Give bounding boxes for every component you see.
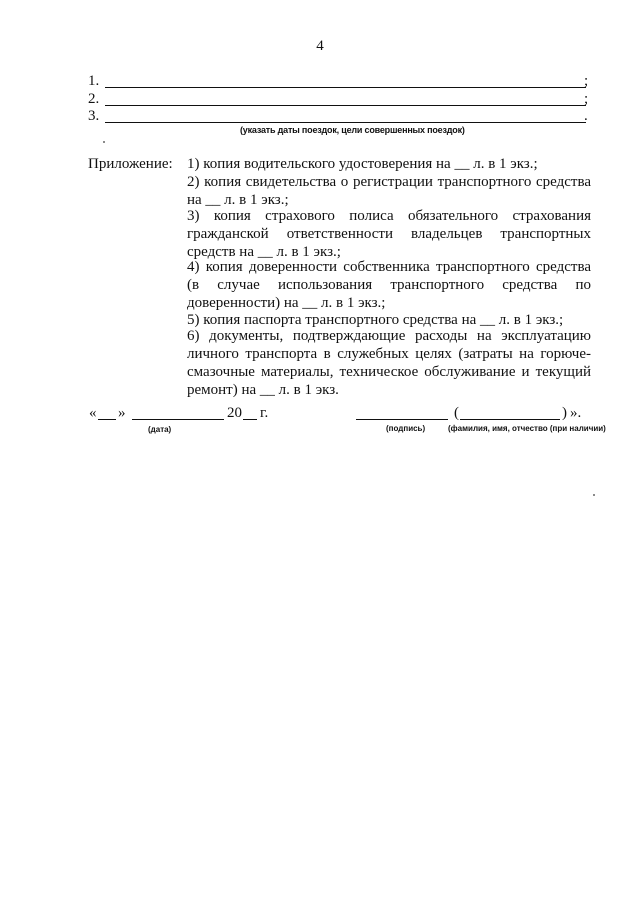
attachment-item-6: [187, 327, 591, 399]
attachment-line: 1) копия водительского удостоверения на __ л. в 1 экз.;: [187, 156, 538, 172]
attachments-label: Приложение:: [88, 156, 173, 172]
attachment-item-3: [187, 207, 591, 261]
date-caption: (дата): [148, 425, 172, 434]
year-suffix: г.: [260, 405, 269, 421]
attachment-line: средств на __ л. в 1 экз.;: [187, 244, 341, 260]
trips-note-caption: (указать даты поездок, цели совершенных поездок): [240, 125, 465, 135]
date-month-blank: [132, 419, 224, 420]
attachment-line: 5) копия паспорта транспортного средства на __ л. в 1 экз.;: [187, 312, 564, 328]
name-paren-close: ): [562, 405, 567, 421]
attachment-line: 4) копия доверенности собственника транспортного средства: [187, 259, 591, 275]
year-blank: [243, 419, 257, 420]
date-day-blank: [98, 419, 116, 420]
trip-line-1: [88, 73, 600, 90]
trip-number: 1.: [88, 73, 100, 89]
scan-speck: [103, 141, 105, 143]
trip-number: 2.: [88, 91, 100, 107]
signature-caption: (подпись): [386, 424, 426, 433]
attachment-item-2: [187, 173, 591, 209]
attachment-line: (в случае использования транспортного средства по: [187, 277, 591, 293]
attachment-line: 2) копия свидетельства о регистрации транспортного средства: [187, 174, 591, 190]
attachment-item-4: [187, 258, 591, 312]
signature-end-mark: ».: [570, 405, 582, 421]
trip-end-mark: ;: [584, 73, 589, 89]
name-caption: (фамилия, имя, отчество (при наличии): [448, 424, 606, 433]
year-prefix: 20: [227, 405, 242, 421]
trip-line-3: [88, 108, 600, 125]
signature-row: [88, 404, 600, 424]
date-open-quote: «: [89, 405, 97, 421]
attachment-line: ремонт) на __ л. в 1 экз.: [187, 382, 339, 398]
attachment-line: гражданской ответственности владельцев транспортных: [187, 226, 591, 242]
page-number: 4: [316, 38, 324, 54]
attachment-item-1: [187, 155, 591, 173]
scan-speck: [593, 494, 595, 496]
trip-end-mark: .: [584, 108, 588, 124]
attachment-line: личного транспорта в служебных целях (затраты на горюче-: [187, 346, 591, 362]
name-paren-open: (: [454, 405, 459, 421]
signature-blank: [356, 419, 448, 420]
trip-line-2: [88, 91, 600, 108]
blank-line: [105, 87, 586, 88]
trip-number: 3.: [88, 108, 100, 124]
attachment-line: смазочные материалы, техническое обслуживание и текущий: [187, 364, 591, 380]
attachment-line: 6) документы, подтверждающие расходы на эксплуатацию: [187, 328, 591, 344]
name-blank: [460, 419, 560, 420]
attachment-line: на __ л. в 1 экз.;: [187, 192, 289, 208]
attachment-line: 3) копия страхового полиса обязательного страхования: [187, 208, 591, 224]
blank-line: [105, 122, 586, 123]
date-close-quote: »: [118, 405, 126, 421]
blank-line: [105, 105, 586, 106]
trip-end-mark: ;: [584, 91, 589, 107]
attachment-line: доверенности) на __ л. в 1 экз.;: [187, 295, 386, 311]
